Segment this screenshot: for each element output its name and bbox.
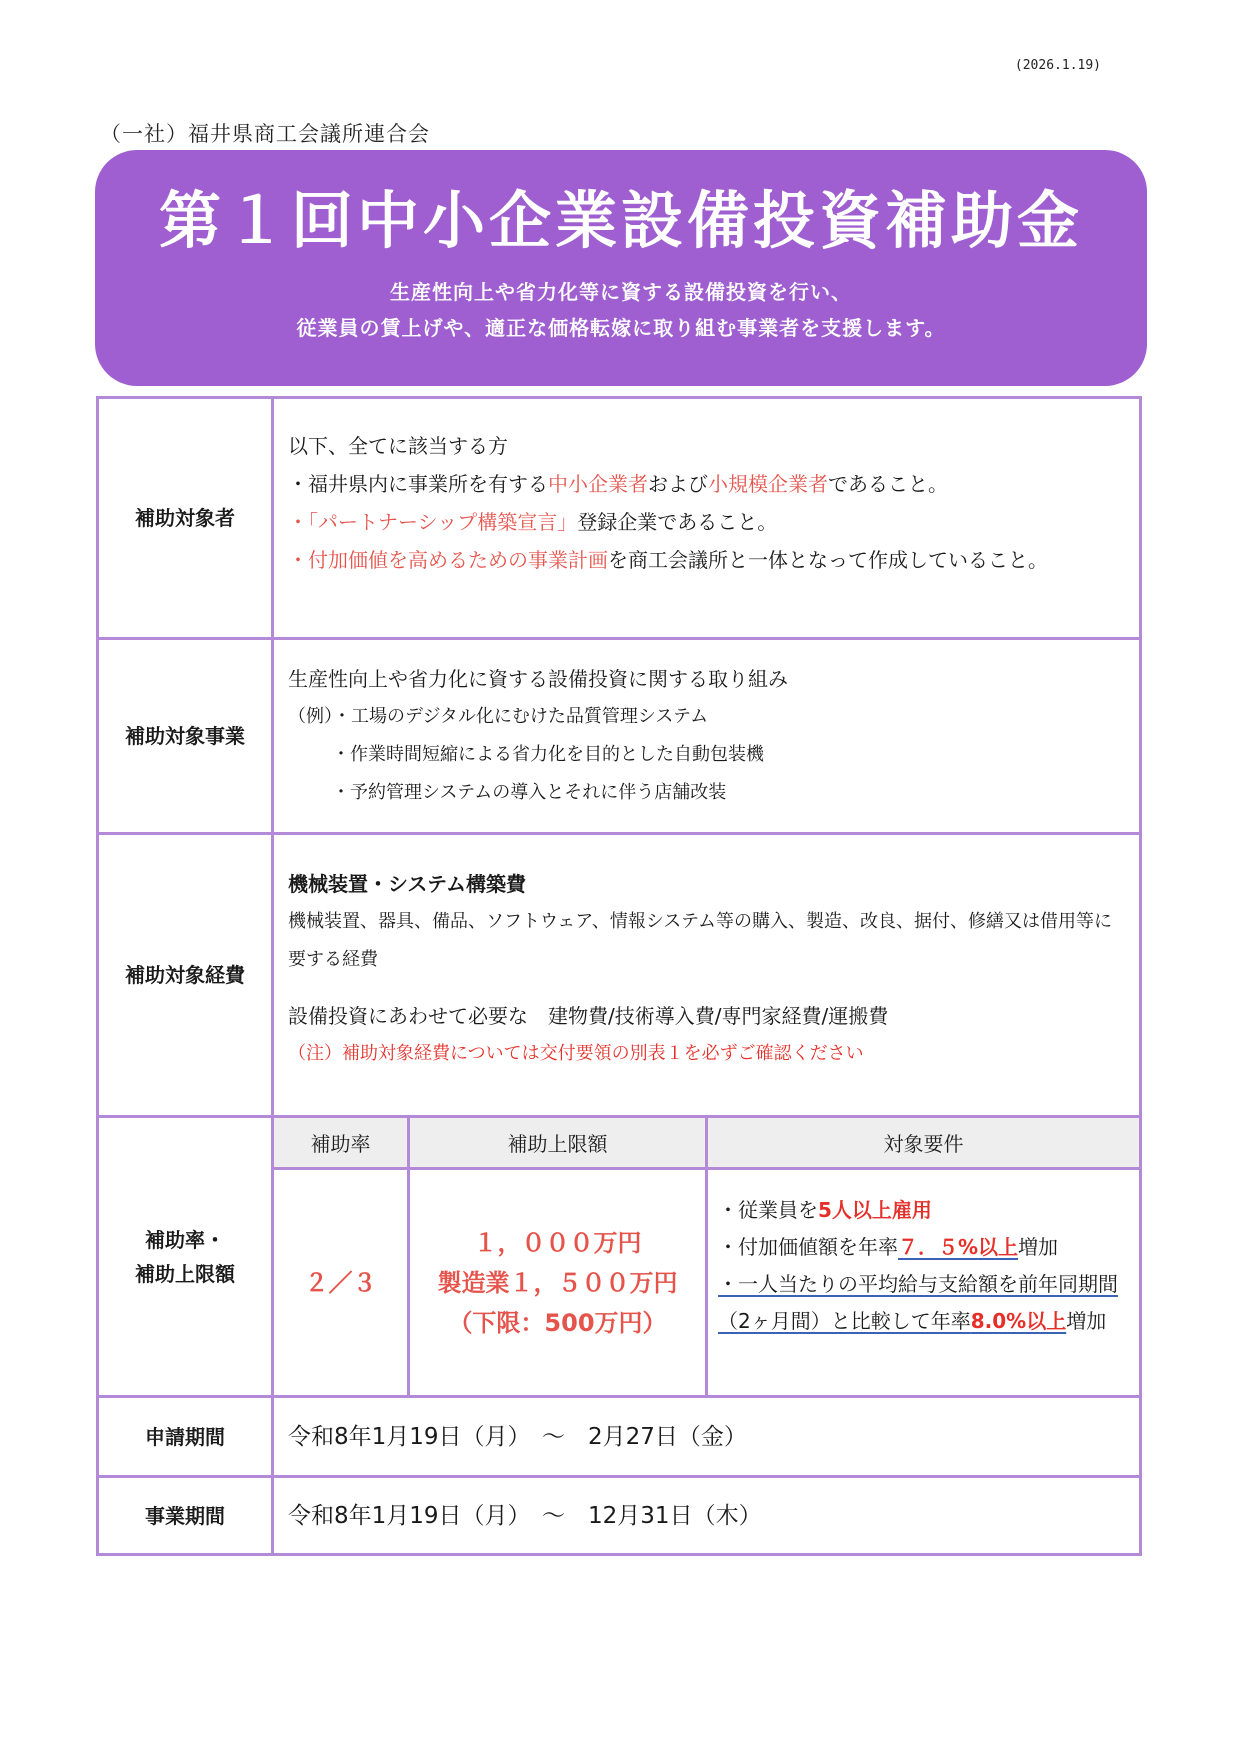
highlight: 5人以上雇用 <box>818 1198 932 1222</box>
row-heading: 補助対象事業 <box>99 640 274 832</box>
col-header-requirements: 対象要件 <box>883 1132 964 1156</box>
expenses-detail: 機械装置、器具、備品、ソフトウェア、情報システム等の購入、製造、改良、据付、修繕又は借用等に要する経費 <box>288 911 1113 970</box>
highlight: ・付加価値を高めるための事業計画 <box>288 548 608 572</box>
expenses-additional: 設備投資にあわせて必要な 建物費/技術導入費/専門家経費/運搬費 <box>288 1004 889 1028</box>
requirements <box>708 1170 1139 1395</box>
highlight: ・「パートナーシップ構築宣言」 <box>288 510 578 534</box>
projects-example-2: ・作業時間短縮による省力化を目的とした自動包装機 <box>332 744 764 765</box>
row-rate-and-limit <box>99 1115 1139 1395</box>
row-target-projects <box>99 637 1139 832</box>
row-heading: 申請期間 <box>99 1398 274 1475</box>
row-content <box>274 640 1139 832</box>
text: ・一人当たりの平均給与支給額を前年同期間（2ヶ月間）と比較して年率 <box>718 1272 1118 1333</box>
highlight: 8.0%以上 <box>970 1309 1067 1333</box>
limit-line-3: （下限：500万円） <box>448 1308 667 1337</box>
applicants-item-2 <box>288 503 1125 541</box>
row-application-period <box>99 1395 1139 1475</box>
row-target-applicants <box>99 399 1139 637</box>
row-heading: 補助対象経費 <box>99 835 274 1115</box>
text: ・付加価値額を年率 <box>718 1235 898 1259</box>
projects-intro: 生産性向上や省力化に資する設備投資に関する取り組み <box>288 667 788 691</box>
row-heading: 事業期間 <box>99 1478 274 1553</box>
heading-line-2: 補助上限額 <box>135 1261 235 1286</box>
text: および <box>648 472 708 496</box>
page-title: 第１回中小企業設備投資補助金 <box>158 184 1083 257</box>
projects-example-3: ・予約管理システムの導入とそれに伴う店舗改装 <box>332 782 727 803</box>
rate-subtable <box>274 1118 1139 1395</box>
limit-line-1: １，０００万円 <box>473 1228 642 1257</box>
requirement-3 <box>718 1266 1129 1340</box>
requirement-1 <box>718 1192 1129 1229</box>
expenses-subheading: 機械装置・システム構築費 <box>288 872 526 896</box>
col-header-rate: 補助率 <box>274 1118 410 1167</box>
col-header-limit: 補助上限額 <box>410 1118 708 1167</box>
title-banner <box>95 150 1147 386</box>
text: 登録企業であること。 <box>577 510 778 534</box>
banner-subtitle-line2: 従業員の賃上げや、適正な価格転嫁に取り組む事業者を支援します。 <box>296 316 946 340</box>
subtable-body <box>274 1170 1139 1395</box>
banner-subtitle-line1: 生産性向上や省力化等に資する設備投資を行い、 <box>390 280 852 304</box>
row-heading <box>99 1118 274 1395</box>
summary-table <box>96 396 1142 1556</box>
heading-line-1: 補助率・ <box>145 1227 225 1252</box>
subsidy-rate: ２／３ <box>274 1170 410 1395</box>
highlight: 中小企業者 <box>548 472 648 496</box>
project-period-value: 令和8年1月19日（月） ～ 12月31日（木） <box>288 1502 762 1529</box>
issue-date: (2026.1.19) <box>1014 58 1101 73</box>
text: ・福井県内に事業所を有する <box>288 472 548 496</box>
text: 増加 <box>1018 1235 1059 1259</box>
projects-example-1: （例）・工場のデジタル化にむけた品質管理システム <box>288 706 709 727</box>
text: 増加 <box>1066 1309 1107 1333</box>
row-content <box>274 835 1139 1115</box>
text: ・従業員を <box>718 1198 818 1222</box>
highlight: 小規模企業者 <box>708 472 828 496</box>
application-period-value: 令和8年1月19日（月） ～ 2月27日（金） <box>288 1423 747 1450</box>
subtable-header <box>274 1118 1139 1170</box>
row-heading: 補助対象者 <box>99 399 274 637</box>
applicants-item-1 <box>288 465 1125 503</box>
row-target-expenses <box>99 832 1139 1115</box>
highlight: ７．５%以上 <box>898 1235 1019 1259</box>
requirement-2 <box>718 1229 1129 1266</box>
expenses-note: （注）補助対象経費については交付要領の別表１を必ずご確認ください <box>288 1043 864 1064</box>
row-project-period <box>99 1475 1139 1553</box>
text: を商工会議所と一体となって作成していること。 <box>608 548 1048 572</box>
applicants-intro: 以下、全てに該当する方 <box>288 434 508 458</box>
text: であること。 <box>828 472 948 496</box>
applicants-item-3 <box>288 541 1125 579</box>
limit-line-2: 製造業１，５００万円 <box>437 1268 678 1297</box>
subsidy-limit <box>410 1170 708 1395</box>
organization-name: （一社）福井県商工会議所連合会 <box>100 122 430 146</box>
row-content <box>274 399 1139 637</box>
